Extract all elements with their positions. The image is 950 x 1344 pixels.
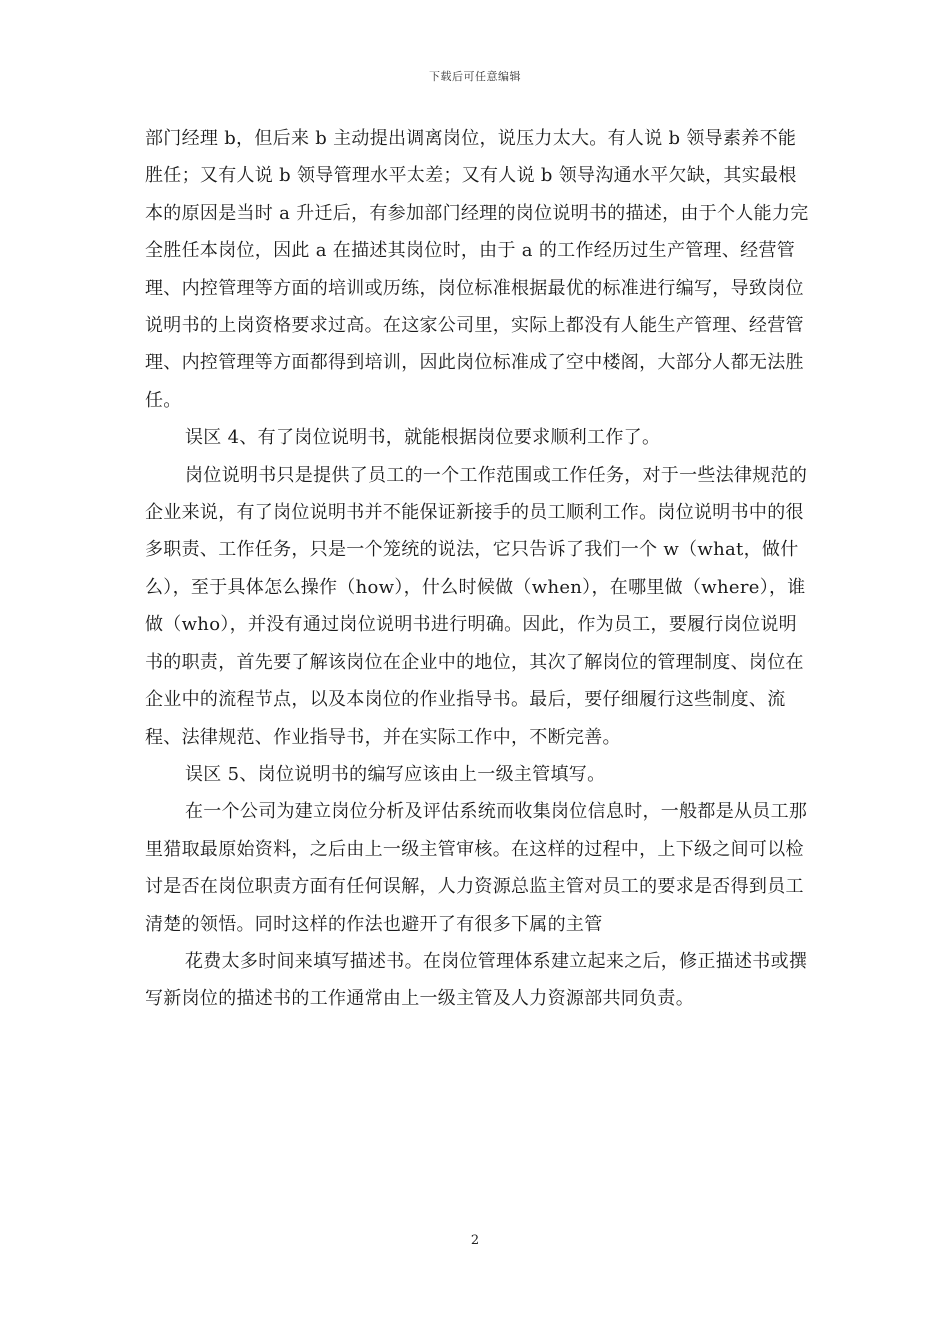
paragraph-6: 花费太多时间来填写描述书。在岗位管理体系建立起来之后，修正描述书或撰写新岗位的描述书的工作通常由上一级主管及人力资源部共同负责。 <box>145 950 808 1010</box>
document-body <box>145 120 810 1018</box>
paragraph-1: 部门经理 b，但后来 b 主动提出调离岗位，说压力太大。有人说 b 领导素养不能胜任；又有人说 b 领导管理水平太差；又有人说 b 领导沟通水平欠缺，其实最根本的原因是当时 a 升迁后，有参加部门经理的岗位说明书的描述，由于个人能力完全胜任本岗位，因此 a 在描述其岗位时，由于 a 的工作经历过生产管理、经营管理、内控管理等方面的培训或历练，岗位标准根据最优的标准进行编写，导致岗位说明书的上岗资格要求过高。在这家公司里，实际上都没有人能生产管理、经营管理、内控管理等方面都得到培训，因此岗位标准成了空中楼阁，大部分人都无法胜任。 <box>145 128 809 411</box>
page-header: 下载后可任意编辑 <box>429 70 521 83</box>
paragraph-myth-5-heading: 误区 5、岗位说明书的编写应该由上一级主管填写。 <box>185 763 606 785</box>
paragraph-5: 在一个公司为建立岗位分析及评估系统而收集岗位信息时，一般都是从员工那里猎取最原始资料，之后由上一级主管审核。在这样的过程中，上下级之间可以检讨是否在岗位职责方面有任何误解，人力资源总监主管对员工的要求是否得到员工清楚的领悟。同时这样的作法也避开了有很多下属的主管 <box>145 801 808 935</box>
page-number: 2 <box>470 1233 480 1248</box>
paragraph-3: 岗位说明书只是提供了员工的一个工作范围或工作任务，对于一些法律规范的企业来说，有了岗位说明书并不能保证新接手的员工顺利工作。岗位说明书中的很多职责、工作任务，只是一个笼统的说法，它只告诉了我们一个 w（what，做什么），至于具体怎么操作（how），什么时候做（when），在哪里做（where），谁做（who），并没有通过岗位说明书进行明确。因此，作为员工，要履行岗位说明书的职责，首先要了解该岗位在企业中的地位，其次了解岗位的管理制度、岗位在企业中的流程节点，以及本岗位的作业指导书。最后，要仔细履行这些制度、流程、法律规范、作业指导书，并在实际工作中，不断完善。 <box>145 464 808 748</box>
paragraph-myth-4-heading: 误区 4、有了岗位说明书，就能根据岗位要求顺利工作了。 <box>185 427 661 449</box>
